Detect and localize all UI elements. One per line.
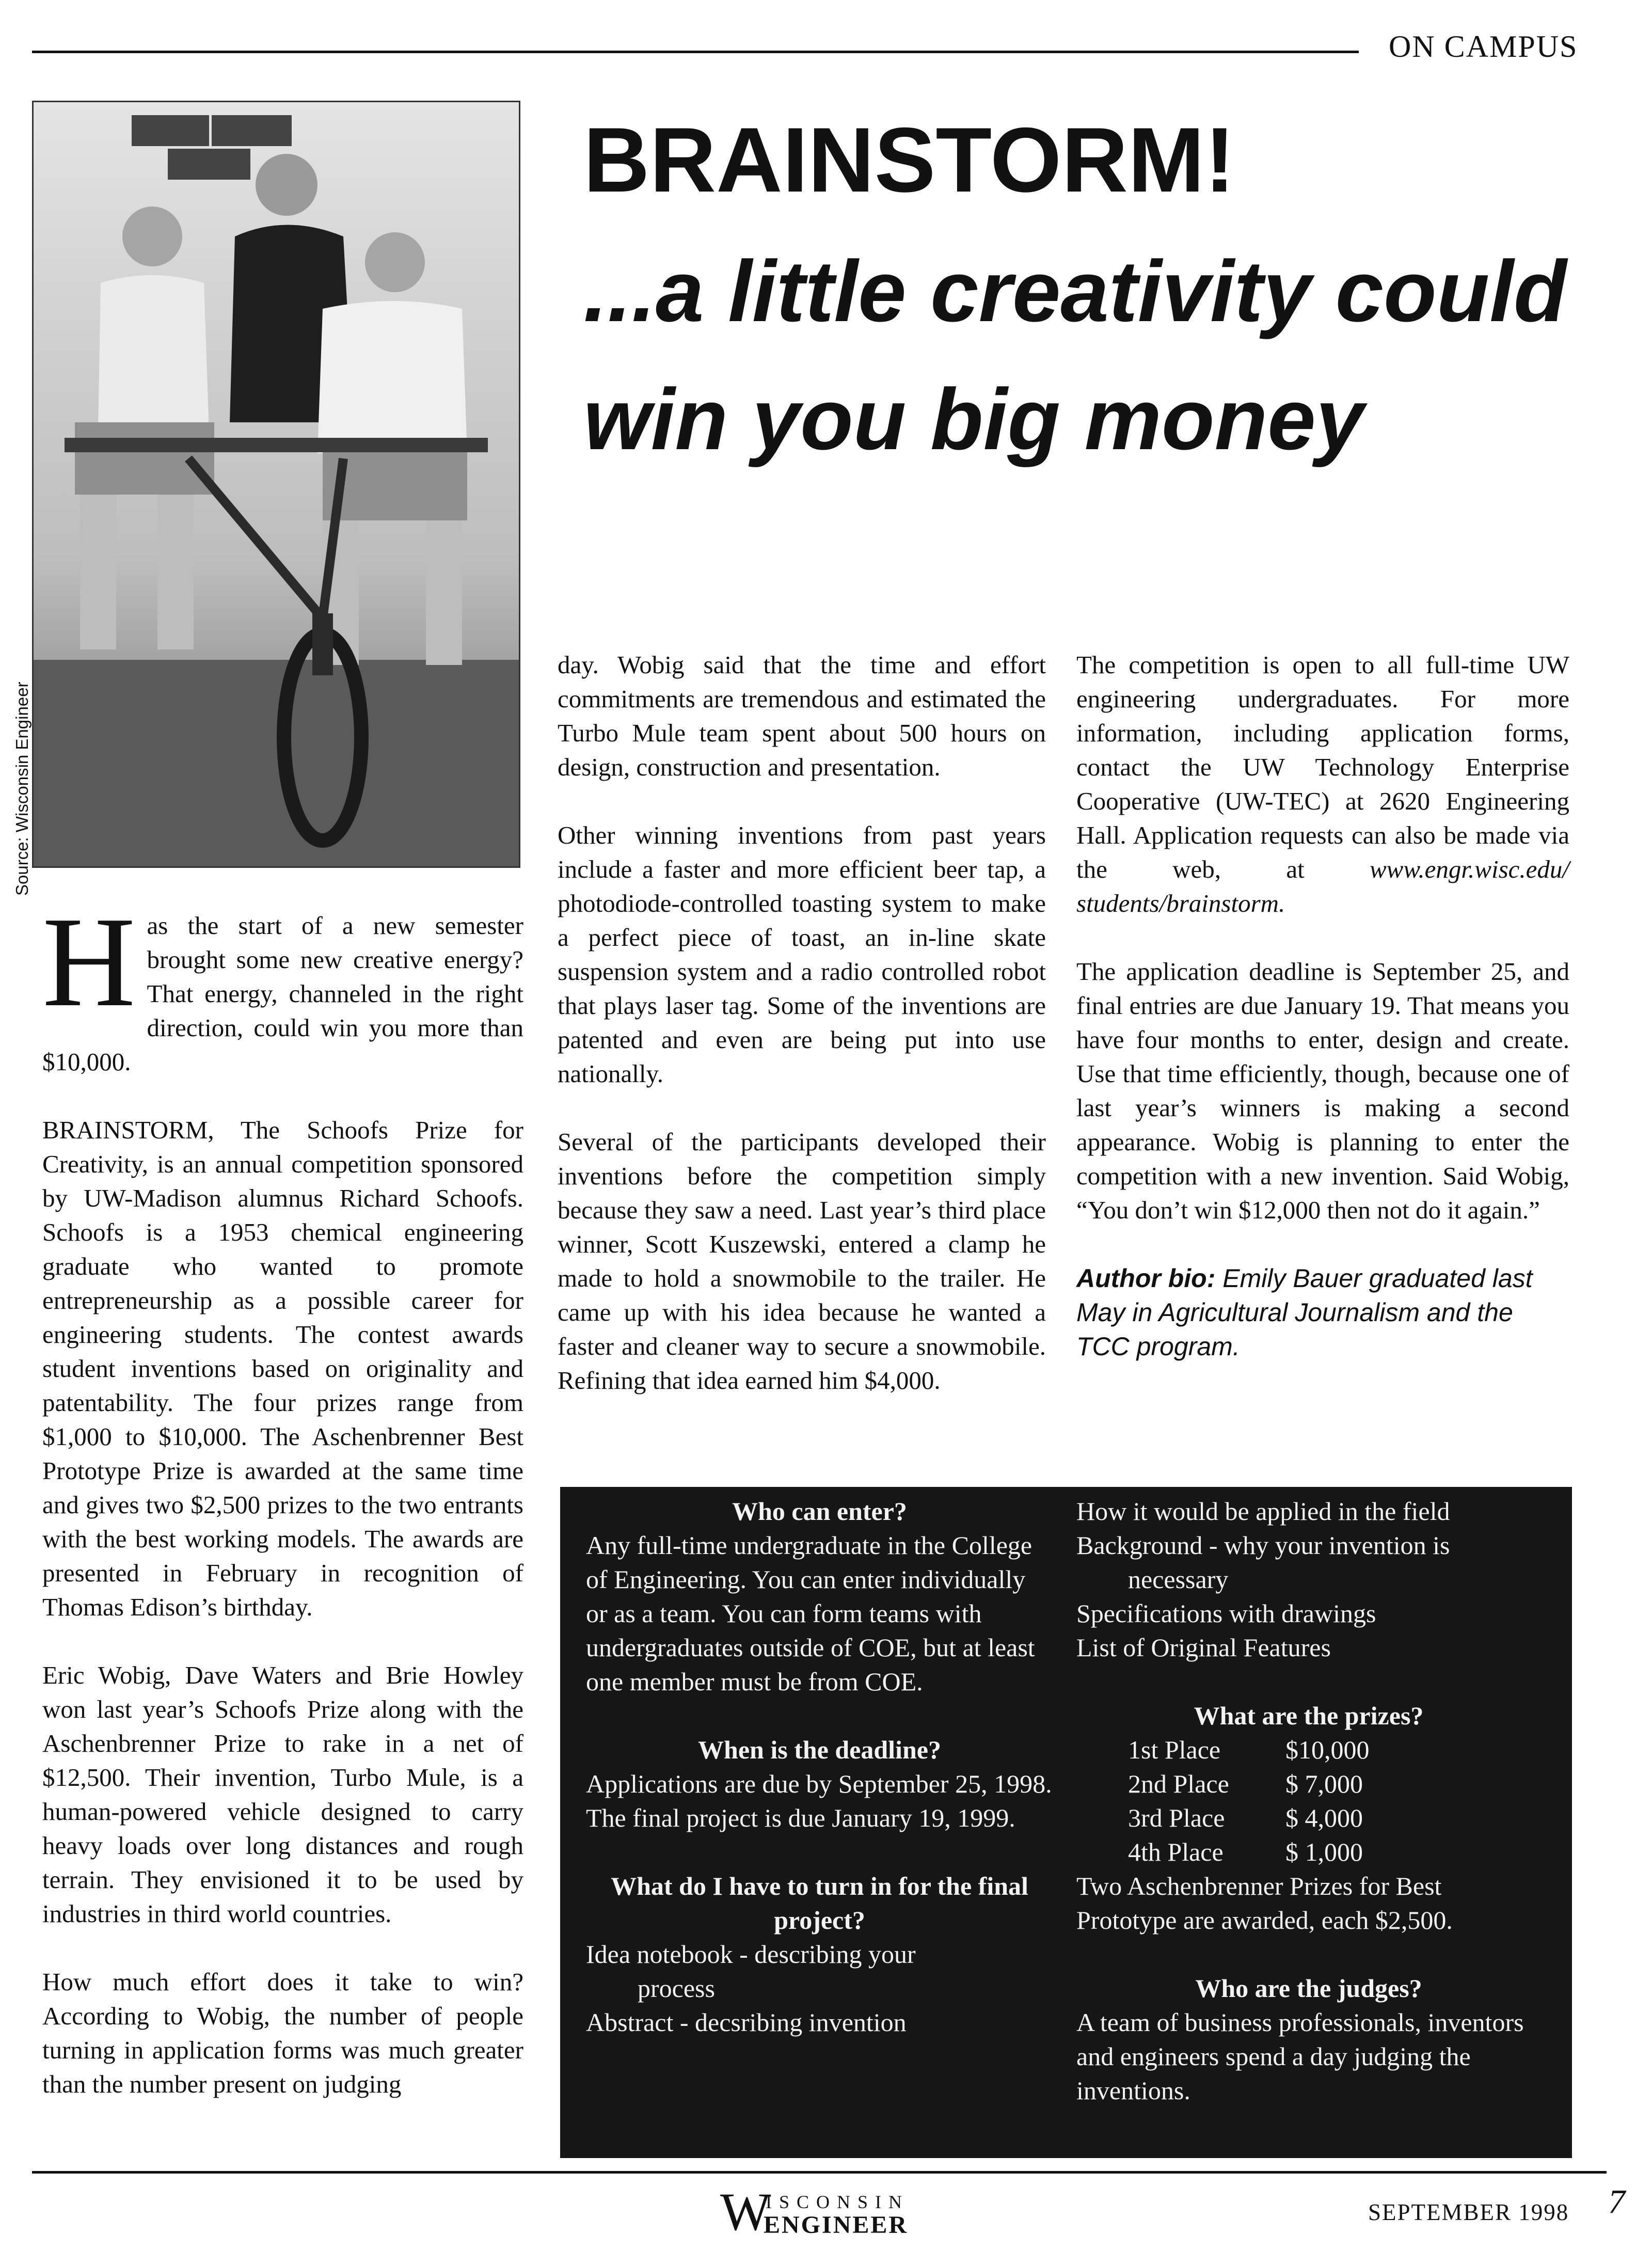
prize-row: [1076, 1801, 1541, 1835]
lead-paragraph: [42, 891, 523, 1079]
deadline-heading: When is the deadline?: [698, 1735, 941, 1764]
prize-amount: $ 4,000: [1285, 1803, 1363, 1832]
body-paragraph: [1076, 648, 1569, 921]
photo-credit: Source: Wisconsin Engineer: [12, 681, 31, 896]
prize-row: [1076, 1767, 1541, 1801]
body-paragraph: Eric Wobig, Dave Waters and Brie Howley won last year’s Schoofs Prize along with the Aschenbrenner Prize to rake in a net of $12,500. Their invention, Turbo Mule, is a human-powered vehicle designed to carry heavy loads over long distances and rough terrain. They envisioned it to be used by industries in third world countries.: [42, 1661, 523, 1928]
body-paragraph: BRAINSTORM, The Schoofs Prize for Creativity, is an annual competition sponsored by UW-Madison alumnus Richard Schoofs. Schoofs is a 1953 chemical engineering graduate who wanted to promote entrepreneurship as a possible career for engineering students. The contest awards student inventions based on originality and patentability. The four prizes range from $1,000 to $10,000. The Aschenbrenner Best Prototype Prize is awarded at the same time and gives two $2,500 prizes to the two entrants with the best working models. The awards are presented in February in recognition of Thomas Edison’s birthday.: [42, 1116, 523, 1621]
prize-amount: $ 7,000: [1285, 1769, 1363, 1798]
section-label: ON CAMPUS: [1389, 29, 1578, 64]
drop-cap: H: [42, 891, 136, 1034]
header-rule: [32, 51, 1359, 53]
turnin-item: process: [638, 1974, 715, 2003]
turnin-item: How it would be applied in the field: [1076, 1497, 1450, 1526]
issue-date: SEPTEMBER 1998: [1368, 2199, 1569, 2225]
body-paragraph: How much effort does it take to win? According to Wobig, the number of people turning in application forms was much greater than the number present on judging: [42, 1968, 523, 2098]
article-column-left: [42, 891, 523, 2135]
judges-text: A team of business professionals, inventors and engineers spend a day judging the inventions.: [1076, 2008, 1524, 2105]
deadline-text: Applications are due by September 25, 1998. The final project is due January 19, 1999.: [586, 1769, 1052, 1832]
turnin-item: Abstract - decsribing invention: [586, 2008, 907, 2037]
body-paragraph: Several of the participants developed their inventions before the competition simply because they saw a need. Last year’s third place winner, Scott Kuszewski, entered a clamp he made to hold a snowmobile to the trailer. He came up with his idea because he wanted a faster and cleaner way to secure a snowmobile. Refining that idea earned him $4,000.: [558, 1128, 1046, 1394]
turnin-item: Background - why your invention is: [1076, 1531, 1450, 1560]
prizes-heading: What are the prizes?: [1194, 1701, 1424, 1730]
article-photo: [32, 101, 520, 868]
turnin-item: Specifications with drawings: [1076, 1599, 1376, 1628]
prizes-note: Two Aschenbrenner Prizes for Best Prototype are awarded, each $2,500.: [1076, 1872, 1453, 1935]
headline-title: BRAINSTORM!: [583, 108, 1235, 211]
prize-place: 4th Place: [1128, 1837, 1224, 1866]
lead-text: as the start of a new semester brought some new creative energy? That energy, channeled in the right direction, could win you more than $10,000.: [42, 911, 523, 1076]
logo-initial: W: [720, 2182, 771, 2242]
turnin-item: List of Original Features: [1076, 1633, 1331, 1662]
prize-amount: $10,000: [1285, 1735, 1370, 1764]
brainstorm-url: www.engr.wisc.edu/ students/brainstorm.: [1076, 855, 1570, 917]
body-paragraph: day. Wobig said that the time and effort commitments are tremendous and estimated the Turbo Mule team spent about 500 hours on design, construction and presentation.: [558, 651, 1046, 781]
info-box-left: [586, 1494, 1053, 2039]
judges-heading: Who are the judges?: [1195, 1974, 1422, 2003]
photo-illustration: [34, 102, 519, 866]
logo-wordmark-bottom: ENGINEER: [764, 2211, 909, 2239]
author-bio-text: Emily Bauer graduated last May in Agricultural Journalism and the TCC program.: [1076, 1264, 1533, 1361]
page-number: 7: [1608, 2183, 1625, 2221]
turnin-item: necessary: [1128, 1565, 1229, 1594]
info-box-right: [1076, 1494, 1541, 2107]
footer-rule: [32, 2171, 1607, 2174]
prize-place: 1st Place: [1128, 1735, 1221, 1764]
prize-amount: $ 1,000: [1285, 1837, 1363, 1866]
turnin-heading: What do I have to turn in for the final project?: [611, 1872, 1028, 1935]
headline-subtitle: ...a little creativity could win you big money: [583, 243, 1567, 468]
article-column-right: [1076, 648, 1569, 1398]
prize-row: [1076, 1733, 1541, 1767]
author-bio: [1076, 1261, 1569, 1364]
author-bio-label: Author bio:: [1076, 1264, 1216, 1293]
body-paragraph: The application deadline is September 25, and final entries are due January 19. That means you have four months to enter, design and create. Use that time efficiently, though, because one of last year’s winners is making a second appearance. Wobig is planning to enter the competition with a new invention. Said Wobig, “You don’t win $12,000 then not do it again.”: [1076, 957, 1569, 1224]
contact-text: The competition is open to all full-time UW engineering undergraduates. For more information, including application forms, contact the UW Technology Enterprise Cooperative (UW-TEC) at 2620 Engineering Hall. Application requests can also be made via the web, at: [1076, 651, 1569, 883]
body-paragraph: Other winning inventions from past years include a faster and more efficient beer tap, a photodiode-controlled toasting system to make a perfect piece of toast, an in-line skate suspension system and a radio controlled robot that plays laser tag. Some of the inventions are patented and even are being put into use nationally.: [558, 821, 1046, 1088]
who-text: Any full-time undergraduate in the College of Engineering. You can enter individually or as a team. You can form teams with undergraduates outside of COE, but at least one member must be from COE.: [586, 1531, 1035, 1696]
turnin-item: Idea notebook - describing your: [586, 1940, 916, 1969]
who-heading: Who can enter?: [732, 1497, 907, 1526]
prize-place: 2nd Place: [1128, 1769, 1229, 1798]
logo-wordmark-top: ISCONSIN: [766, 2192, 910, 2212]
prize-row: [1076, 1835, 1541, 1869]
article-column-middle: [558, 648, 1046, 1432]
wisconsin-engineer-logo: [720, 2182, 932, 2242]
prize-place: 3rd Place: [1128, 1803, 1225, 1832]
info-box: [560, 1487, 1572, 2158]
